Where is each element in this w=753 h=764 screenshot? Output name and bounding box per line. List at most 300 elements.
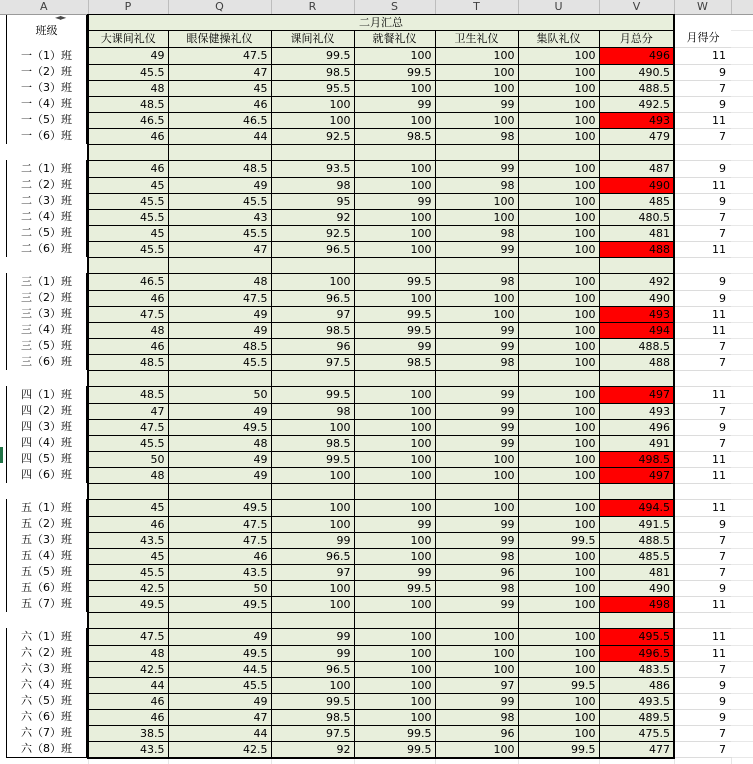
monthly-score-cell[interactable]: 9 [674,193,731,209]
score-cell[interactable]: 96 [271,338,354,354]
score-cell[interactable]: 99 [435,435,518,451]
score-cell[interactable]: 46 [88,709,168,725]
score-cell[interactable]: 100 [354,596,435,612]
empty-cell[interactable] [731,758,753,764]
monthly-total-cell-highlighted[interactable]: 497 [599,386,674,403]
monthly-score-cell[interactable]: 11 [674,112,731,128]
empty-green-cell[interactable] [354,370,435,386]
score-cell[interactable]: 99.5 [518,532,599,548]
score-cell[interactable]: 100 [518,209,599,225]
score-header-4[interactable]: 卫生礼仪 [435,30,518,47]
class-name-cell[interactable] [0,177,88,193]
class-name-cell[interactable] [0,96,88,112]
score-cell[interactable]: 97.5 [271,725,354,741]
score-cell[interactable]: 46 [88,128,168,144]
monthly-score-cell[interactable]: 11 [674,306,731,322]
class-name-cell[interactable] [0,645,88,661]
score-cell[interactable]: 100 [518,419,599,435]
empty-green-cell[interactable] [168,612,271,628]
score-cell[interactable]: 100 [435,645,518,661]
score-cell[interactable]: 99 [354,516,435,532]
score-cell[interactable]: 99.5 [271,47,354,64]
score-cell[interactable]: 45.5 [88,241,168,257]
score-cell[interactable]: 44 [168,128,271,144]
score-cell[interactable]: 46 [88,290,168,306]
column-header-Q[interactable]: Q [168,0,271,14]
score-header-2[interactable]: 课间礼仪 [271,30,354,47]
score-cell[interactable]: 100 [518,225,599,241]
score-cell[interactable]: 100 [354,419,435,435]
monthly-score-cell[interactable]: 7 [674,128,731,144]
monthly-total-cell-highlighted[interactable]: 493 [599,112,674,128]
column-header-W[interactable]: W [674,0,731,14]
score-cell[interactable]: 100 [518,564,599,580]
score-cell[interactable]: 100 [271,273,354,290]
score-cell[interactable]: 100 [435,193,518,209]
score-cell[interactable]: 100 [354,80,435,96]
score-cell[interactable]: 49 [168,306,271,322]
score-cell[interactable]: 92 [271,209,354,225]
score-cell[interactable]: 99.5 [354,725,435,741]
empty-cell[interactable] [0,144,88,160]
monthly-total-cell-highlighted[interactable]: 496.5 [599,645,674,661]
monthly-score-cell[interactable]: 9 [674,419,731,435]
score-cell[interactable]: 46 [168,96,271,112]
monthly-total-cell[interactable]: 479 [599,128,674,144]
score-cell[interactable]: 47.5 [88,306,168,322]
score-cell[interactable]: 47.5 [88,419,168,435]
score-cell[interactable]: 45 [88,548,168,564]
class-name-cell[interactable] [0,112,88,128]
monthly-score-cell[interactable]: 11 [674,241,731,257]
empty-cell[interactable] [0,758,88,764]
score-cell[interactable]: 43.5 [88,532,168,548]
score-cell[interactable]: 49 [168,693,271,709]
score-cell[interactable]: 96.5 [271,548,354,564]
score-cell[interactable]: 44 [168,725,271,741]
score-cell[interactable]: 96 [435,564,518,580]
monthly-score-cell[interactable]: 11 [674,451,731,467]
score-cell[interactable]: 100 [518,628,599,645]
score-cell[interactable]: 99 [271,532,354,548]
empty-green-cell[interactable] [518,370,599,386]
score-cell[interactable]: 99 [435,386,518,403]
monthly-total-cell[interactable]: 488.5 [599,338,674,354]
score-cell[interactable]: 96.5 [271,661,354,677]
score-cell[interactable]: 98.5 [354,354,435,370]
class-name-cell[interactable] [0,209,88,225]
score-cell[interactable]: 100 [354,241,435,257]
score-cell[interactable]: 100 [518,128,599,144]
score-cell[interactable]: 100 [518,693,599,709]
score-cell[interactable]: 100 [518,47,599,64]
monthly-total-cell[interactable]: 488 [599,354,674,370]
score-cell[interactable]: 49.5 [168,596,271,612]
empty-cell[interactable] [674,758,731,764]
score-cell[interactable]: 99 [435,241,518,257]
score-cell[interactable]: 100 [518,112,599,128]
empty-green-cell[interactable] [271,483,354,499]
monthly-score-cell[interactable]: 7 [674,338,731,354]
score-cell[interactable]: 48 [168,273,271,290]
score-cell[interactable]: 99 [435,338,518,354]
score-cell[interactable]: 100 [518,322,599,338]
score-cell[interactable]: 100 [518,548,599,564]
monthly-total-cell[interactable]: 490.5 [599,64,674,80]
monthly-score-cell[interactable]: 9 [674,290,731,306]
score-cell[interactable]: 42.5 [168,741,271,758]
monthly-score-cell[interactable]: 7 [674,741,731,758]
score-cell[interactable]: 100 [518,451,599,467]
score-cell[interactable]: 45.5 [88,64,168,80]
monthly-total-cell[interactable]: 492 [599,273,674,290]
score-cell[interactable]: 100 [354,532,435,548]
monthly-total-cell[interactable]: 475.5 [599,725,674,741]
score-cell[interactable]: 100 [435,209,518,225]
score-cell[interactable]: 98 [435,225,518,241]
score-cell[interactable]: 99 [435,596,518,612]
monthly-score-cell[interactable]: 7 [674,725,731,741]
empty-cell[interactable] [674,14,731,30]
monthly-score-cell[interactable]: 9 [674,160,731,177]
monthly-total-cell-highlighted[interactable]: 488 [599,241,674,257]
score-cell[interactable]: 99.5 [354,64,435,80]
empty-green-cell[interactable] [271,144,354,160]
score-cell[interactable]: 100 [518,645,599,661]
monthly-score-cell[interactable]: 9 [674,516,731,532]
score-cell[interactable]: 99.5 [271,693,354,709]
score-cell[interactable]: 45.5 [88,564,168,580]
score-cell[interactable]: 45.5 [168,354,271,370]
class-name-cell[interactable] [0,435,88,451]
score-cell[interactable]: 100 [271,467,354,483]
score-cell[interactable]: 100 [435,741,518,758]
class-header-cell[interactable] [0,14,88,47]
monthly-score-cell[interactable]: 9 [674,580,731,596]
score-cell[interactable]: 100 [518,435,599,451]
score-cell[interactable]: 100 [271,677,354,693]
score-cell[interactable]: 49 [168,451,271,467]
score-cell[interactable]: 100 [435,112,518,128]
score-cell[interactable]: 99 [435,516,518,532]
score-cell[interactable]: 45.5 [88,435,168,451]
score-cell[interactable]: 100 [518,403,599,419]
score-cell[interactable]: 100 [354,628,435,645]
score-cell[interactable]: 99 [435,322,518,338]
score-cell[interactable]: 99 [354,564,435,580]
class-name-cell[interactable] [0,128,88,144]
monthly-total-cell-highlighted[interactable]: 498 [599,596,674,612]
class-name-cell[interactable] [0,193,88,209]
score-header-0[interactable]: 大课间礼仪 [88,30,168,47]
class-name-cell[interactable] [0,386,88,403]
class-name-cell[interactable] [0,741,88,758]
score-cell[interactable]: 100 [518,80,599,96]
score-cell[interactable]: 99.5 [271,386,354,403]
score-cell[interactable]: 47 [168,241,271,257]
score-cell[interactable]: 97 [271,564,354,580]
score-cell[interactable]: 48.5 [88,386,168,403]
empty-green-cell[interactable] [599,370,674,386]
score-cell[interactable]: 100 [354,47,435,64]
score-cell[interactable]: 45.5 [168,225,271,241]
column-header-S[interactable]: S [354,0,435,14]
score-cell[interactable]: 49 [168,403,271,419]
empty-green-cell[interactable] [518,257,599,273]
score-cell[interactable]: 42.5 [88,580,168,596]
monthly-total-cell-highlighted[interactable]: 493 [599,306,674,322]
monthly-score-cell[interactable]: 7 [674,403,731,419]
monthly-score-cell[interactable]: 11 [674,499,731,516]
class-name-cell[interactable] [0,225,88,241]
score-cell[interactable]: 100 [271,419,354,435]
score-cell[interactable]: 92 [271,741,354,758]
monthly-score-header-cell[interactable]: 月得分 [674,30,731,47]
score-cell[interactable]: 48 [88,322,168,338]
score-cell[interactable]: 46.5 [168,112,271,128]
score-cell[interactable]: 99 [271,645,354,661]
score-cell[interactable]: 47.5 [88,628,168,645]
score-cell[interactable]: 96 [435,725,518,741]
class-name-cell[interactable] [0,64,88,80]
monthly-total-cell[interactable]: 481 [599,564,674,580]
score-cell[interactable]: 49 [168,467,271,483]
empty-green-cell[interactable] [435,370,518,386]
score-cell[interactable]: 100 [354,451,435,467]
empty-cell[interactable] [674,612,731,628]
monthly-total-cell[interactable]: 485 [599,193,674,209]
column-header-A[interactable]: A [0,0,88,14]
monthly-score-cell[interactable]: 11 [674,47,731,64]
score-cell[interactable]: 100 [354,112,435,128]
score-cell[interactable]: 99.5 [354,741,435,758]
monthly-total-cell[interactable]: 491.5 [599,516,674,532]
monthly-total-cell[interactable]: 477 [599,741,674,758]
monthly-score-cell[interactable]: 11 [674,386,731,403]
score-cell[interactable]: 45.5 [88,193,168,209]
score-cell[interactable]: 100 [518,661,599,677]
score-cell[interactable]: 100 [518,709,599,725]
score-cell[interactable]: 100 [435,628,518,645]
score-cell[interactable]: 93.5 [271,160,354,177]
empty-cell[interactable] [168,758,271,764]
monthly-total-cell-highlighted[interactable]: 498.5 [599,451,674,467]
monthly-score-cell[interactable]: 11 [674,177,731,193]
score-cell[interactable]: 92.5 [271,225,354,241]
class-name-cell[interactable] [0,693,88,709]
empty-cell[interactable] [0,612,88,628]
monthly-total-cell[interactable]: 480.5 [599,209,674,225]
class-name-cell[interactable] [0,467,88,483]
score-cell[interactable]: 100 [518,241,599,257]
empty-green-cell[interactable] [435,483,518,499]
score-cell[interactable]: 100 [518,516,599,532]
empty-green-cell[interactable] [88,612,168,628]
class-name-cell[interactable] [0,306,88,322]
class-name-cell[interactable] [0,451,88,467]
score-cell[interactable]: 100 [518,160,599,177]
empty-green-cell[interactable] [168,370,271,386]
score-cell[interactable]: 49.5 [168,645,271,661]
monthly-total-cell[interactable]: 491 [599,435,674,451]
score-cell[interactable]: 98.5 [271,709,354,725]
class-name-cell[interactable] [0,273,88,290]
score-cell[interactable]: 99.5 [271,451,354,467]
score-cell[interactable]: 96.5 [271,290,354,306]
score-cell[interactable]: 49 [168,177,271,193]
monthly-total-cell[interactable]: 490 [599,290,674,306]
pane-split-handle-icon[interactable]: ◄► [55,13,66,22]
score-cell[interactable]: 97 [435,677,518,693]
empty-green-cell[interactable] [518,483,599,499]
score-cell[interactable]: 100 [354,290,435,306]
class-name-cell[interactable] [0,709,88,725]
class-name-cell[interactable] [0,47,88,64]
score-cell[interactable]: 100 [518,354,599,370]
score-cell[interactable]: 99 [435,532,518,548]
score-cell[interactable]: 98.5 [271,322,354,338]
monthly-total-cell[interactable]: 493 [599,403,674,419]
monthly-score-cell[interactable]: 11 [674,596,731,612]
score-cell[interactable]: 49.5 [168,419,271,435]
class-name-cell[interactable] [0,580,88,596]
score-cell[interactable]: 99 [435,403,518,419]
empty-cell[interactable] [0,370,88,386]
score-cell[interactable]: 100 [518,386,599,403]
monthly-score-cell[interactable]: 11 [674,645,731,661]
empty-green-cell[interactable] [88,370,168,386]
score-cell[interactable]: 43 [168,209,271,225]
score-cell[interactable]: 98 [435,354,518,370]
monthly-score-cell[interactable]: 7 [674,661,731,677]
column-header-T[interactable]: T [435,0,518,14]
score-cell[interactable]: 48 [88,80,168,96]
score-cell[interactable]: 99 [271,628,354,645]
empty-green-cell[interactable] [599,612,674,628]
empty-cell[interactable] [518,758,599,764]
column-header-U[interactable]: U [518,0,599,14]
monthly-total-cell[interactable]: 496 [599,419,674,435]
column-header-P[interactable]: P [88,0,168,14]
score-cell[interactable]: 100 [518,725,599,741]
score-cell[interactable]: 48.5 [168,160,271,177]
monthly-score-cell[interactable]: 9 [674,693,731,709]
monthly-total-cell-highlighted[interactable]: 496 [599,47,674,64]
class-name-cell[interactable] [0,160,88,177]
empty-cell[interactable] [674,483,731,499]
score-cell[interactable]: 47 [168,709,271,725]
score-cell[interactable]: 100 [518,499,599,516]
score-cell[interactable]: 43.5 [168,564,271,580]
empty-green-cell[interactable] [88,144,168,160]
empty-green-cell[interactable] [271,612,354,628]
score-cell[interactable]: 100 [518,273,599,290]
score-cell[interactable]: 50 [168,386,271,403]
empty-green-cell[interactable] [435,144,518,160]
monthly-total-cell-highlighted[interactable]: 490 [599,177,674,193]
empty-green-cell[interactable] [599,257,674,273]
empty-green-cell[interactable] [88,257,168,273]
score-cell[interactable]: 50 [88,451,168,467]
class-name-cell[interactable] [0,564,88,580]
monthly-score-cell[interactable]: 7 [674,354,731,370]
score-cell[interactable]: 100 [435,499,518,516]
score-cell[interactable]: 99 [435,160,518,177]
score-cell[interactable]: 98 [435,128,518,144]
score-cell[interactable]: 100 [518,467,599,483]
score-cell[interactable]: 48 [88,645,168,661]
score-cell[interactable]: 100 [354,499,435,516]
class-name-cell[interactable] [0,725,88,741]
score-cell[interactable]: 42.5 [88,661,168,677]
score-cell[interactable]: 48 [168,435,271,451]
empty-cell[interactable] [354,758,435,764]
score-cell[interactable]: 100 [354,160,435,177]
monthly-score-cell[interactable]: 9 [674,64,731,80]
score-cell[interactable]: 47 [168,64,271,80]
monthly-total-cell[interactable]: 493.5 [599,693,674,709]
empty-green-cell[interactable] [518,144,599,160]
score-cell[interactable]: 44.5 [168,661,271,677]
score-cell[interactable]: 48.5 [168,338,271,354]
score-cell[interactable]: 45.5 [168,677,271,693]
empty-cell[interactable] [674,257,731,273]
score-cell[interactable]: 99.5 [518,677,599,693]
month-summary-title-cell[interactable]: 二月汇总 [88,14,674,30]
score-cell[interactable]: 44 [88,677,168,693]
score-cell[interactable]: 92.5 [271,128,354,144]
score-cell[interactable]: 98.5 [354,128,435,144]
score-cell[interactable]: 47 [88,403,168,419]
empty-green-cell[interactable] [168,483,271,499]
empty-green-cell[interactable] [271,257,354,273]
empty-green-cell[interactable] [599,144,674,160]
score-cell[interactable]: 47.5 [168,290,271,306]
score-cell[interactable]: 100 [271,516,354,532]
score-cell[interactable]: 100 [354,677,435,693]
monthly-total-cell[interactable]: 488.5 [599,532,674,548]
score-cell[interactable]: 97.5 [271,354,354,370]
monthly-total-cell[interactable]: 485.5 [599,548,674,564]
score-cell[interactable]: 99 [435,419,518,435]
monthly-score-cell[interactable]: 7 [674,564,731,580]
score-cell[interactable]: 46.5 [88,112,168,128]
score-header-3[interactable]: 就餐礼仪 [354,30,435,47]
score-cell[interactable]: 48.5 [88,354,168,370]
monthly-total-cell[interactable]: 492.5 [599,96,674,112]
score-cell[interactable]: 98.5 [271,435,354,451]
monthly-score-cell[interactable]: 7 [674,209,731,225]
score-cell[interactable]: 100 [518,193,599,209]
class-name-cell[interactable] [0,548,88,564]
score-header-6[interactable]: 月总分 [599,30,674,47]
class-name-cell[interactable] [0,499,88,516]
monthly-total-cell[interactable]: 486 [599,677,674,693]
monthly-score-cell[interactable]: 9 [674,677,731,693]
empty-cell[interactable] [674,144,731,160]
column-header-V[interactable]: V [599,0,674,14]
score-cell[interactable]: 100 [518,177,599,193]
score-cell[interactable]: 98 [435,177,518,193]
score-cell[interactable]: 47.5 [168,516,271,532]
monthly-total-cell[interactable]: 487 [599,160,674,177]
score-cell[interactable]: 100 [354,693,435,709]
score-cell[interactable]: 48 [88,467,168,483]
score-cell[interactable]: 99 [435,96,518,112]
score-header-1[interactable]: 眼保健操礼仪 [168,30,271,47]
class-name-cell[interactable] [0,290,88,306]
score-cell[interactable]: 99 [354,338,435,354]
